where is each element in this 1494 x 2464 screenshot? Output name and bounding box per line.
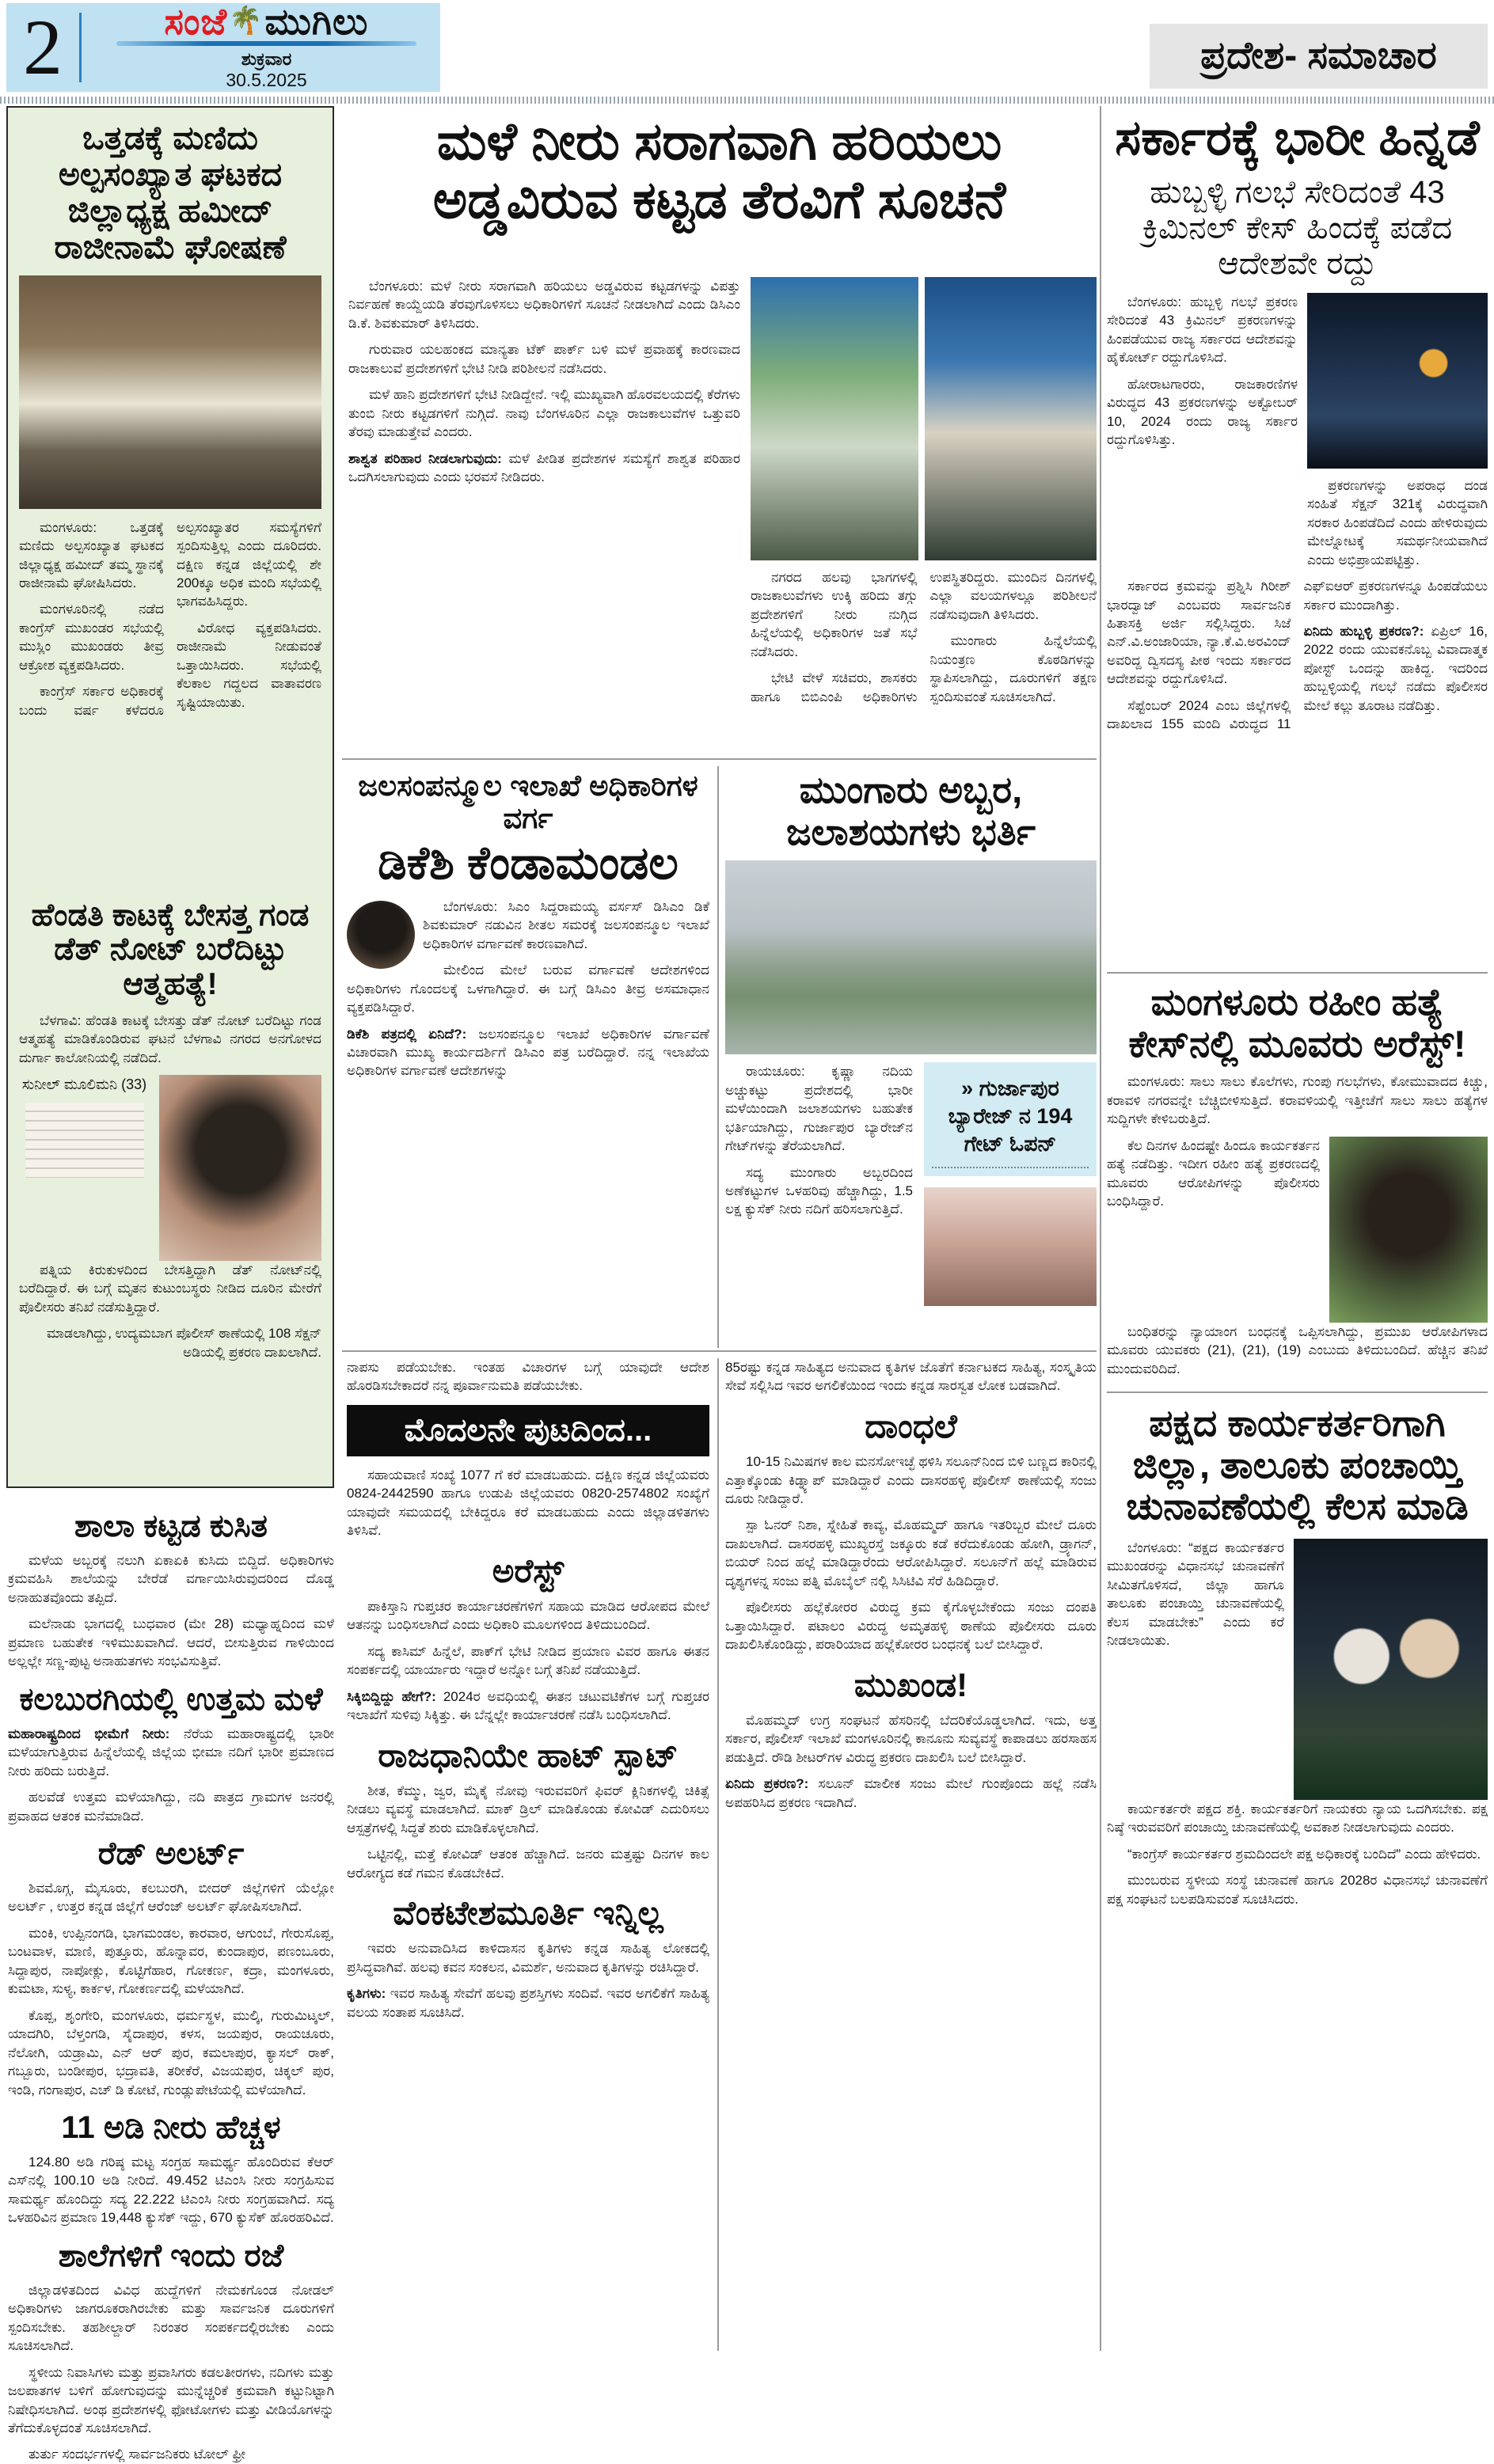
rule-under-mid: [342, 1350, 1097, 1352]
paragraph: ಬೆಳಗಾವಿ: ಹೆಂಡತಿ ಕಾಟಕ್ಕೆ ಬೇಸತ್ತು ಡೆತ್ ನೋಟ್ ಬರೆದಿಟ್ಟು ಗಂಡ ಆತ್ಮಹತ್ಯೆ ಮಾಡಿಕೊಂಡಿರುವ ಘಟನೆ ಬೆಳಗಾವಿ ನಗರದ ಅನಗೋಳದ ದುರ್ಗಾ ಕಾಲೋನಿಯಲ್ಲಿ ನಡೆದಿದೆ.: [19, 1012, 321, 1065]
continued-banner: ಮೊದಲನೇ ಪುಟದಿಂದ...: [347, 1405, 709, 1456]
masthead-block: [93, 3, 440, 92]
paragraph: 124.80 ಅಡಿ ಗರಿಷ್ಠ ಮಟ್ಟ ಸಂಗ್ರಹ ಸಾಮರ್ಥ್ಯ ಹೊಂದಿರುವ ಕೆಆರ್ ಎಸ್‌ನಲ್ಲಿ 100.10 ಅಡಿ ನೀರಿದೆ. 49.452 ಟಿಎಂಸಿ ನೀರು ಸಂಗ್ರಹಿಸುವ ಸಾಮರ್ಥ್ಯ ಹೊಂದಿದ್ದು ಸದ್ಯ 22.222 ಟಿಎಂಸಿ ನೀರು ಸಂಗ್ರಹವಾಗಿದೆ. ಸದ್ಯ ಒಳಹರಿವಿನ ಪ್ರಮಾಣ 19,448 ಕ್ಯುಸೆಕ್ ಇದ್ದು, 670 ಕ್ಯುಸೆಕ್ ಹೊರಹರಿವಿದೆ.: [8, 2154, 334, 2226]
paragraph: ಶಿವಮೊಗ್ಗ, ಮೈಸೂರು, ಕಲಬುರಗಿ, ಬೀದರ್ ಜಿಲ್ಲೆಗಳಿಗೆ ಯೆಲ್ಲೋ ಅಲರ್ಟ್ , ಉತ್ತರ ಕನ್ನಡ ಜಿಲ್ಲೆಗೆ ಆರೆಂಜ್ ಅಲರ್ಟ್ ಘೋಷಿಸಲಾಗಿದೆ.: [8, 1880, 334, 1915]
paragraph: ಕೊಪ್ಪ, ಶೃಂಗೇರಿ, ಮಂಗಳೂರು, ಧರ್ಮಸ್ಥಳ, ಮುಲ್ಕಿ, ಗುರುಮಿಟ್ಕಲ್, ಯಾದಗಿರಿ, ಬೆಳ್ತಂಗಡಿ, ಸೈದಾಪುರ, ಕಳಸ, ಜಯಪುರ, ರಾಯಚೂರು, ನೆಲೋಗಿ, ಯಡ್ರಾಮಿ, ಎನ್ ಆರ್ ಪುರ, ಕಮಲಾಪುರ, ಕ್ಯಾಸಲ್ ರಾಕ್, ಗಬ್ಬೂರು, ಬಂಡೀಪುರ, ಭದ್ರಾವತಿ, ತರೀಕೆರೆ, ವಿಜಯಪುರ, ಚಿಕ್ಕಲ್ ಪುರ, ಇಂಡಿ, ಗಂಗಾಪುರ, ಎಚ್ ಡಿ ಕೋಟೆ, ಗುಂಡ್ಲುಪೇಟೆಯಲ್ಲಿ ಮಳೆಯಾಗಿದೆ.: [8, 2007, 334, 2098]
crowd-meeting-photo: [19, 275, 321, 509]
paragraph: ಮೇಲಿಂದ ಮೇಲೆ ಬರುವ ವರ್ಗಾವಣೆ ಆದೇಶಗಳಿಂದ ಅಧಿಕಾರಿಗಳು ಗೊಂದಲಕ್ಕೆ ಒಳಗಾಗಿದ್ದಾರೆ. ಈ ಬಗ್ಗೆ ಡಿಸಿಎಂ ತೀವ್ರ ಅಸಮಾಧಾನ ವ್ಯಕ್ತಪಡಿಸಿದ್ದಾರೆ.: [347, 962, 709, 1016]
paragraph: ಕೆಲ ದಿನಗಳ ಹಿಂದಷ್ಟೇ ಹಿಂದೂ ಕಾರ್ಯಕರ್ತನ ಹತ್ಯೆ ನಡೆದಿತ್ತು. ಇದೀಗ ರಹೀಂ ಹತ್ಯೆ ಪ್ರಕರಣದಲ್ಲಿ ಮೂವರು ಆರೋಪಿಗಳನ್ನು ಪೊಲೀಸರು ಬಂಧಿಸಿದ್ದಾರೆ.: [1107, 1137, 1320, 1209]
lead-label: ಶಾಶ್ವತ ಪರಿಹಾರ ನೀಡಲಾಗುವುದು:: [348, 450, 502, 466]
lead-paragraph: [8, 1725, 334, 1780]
lead-text: ಸಲೂನ್ ಮಾಲೀಕ ಸಂಜು ಮೇಲೆ ಗುಂಪೊಂದು ಹಲ್ಲೆ ನಡೆಸಿ ಅಪಹರಿಸಿದ ಪ್ರಕರಣ ಇದಾಗಿದೆ.: [725, 1776, 1097, 1810]
paragraph: ಮಂಕಿ, ಉಪ್ಪಿನಂಗಡಿ, ಭಾಗಮಂಡಲ, ಕಾರವಾರ, ಆಗುಂಬೆ, ಗೇರುಸೊಪ್ಪ, ಬಂಟವಾಳ, ಮಾಣಿ, ಪುತ್ತೂರು, ಹೊನ್ನಾವರ, ಕುಂದಾಪುರ, ಪಣಂಬೂರು, ಸಿದ್ದಾಪುರ, ನಾಪೋಕ್ಲು, ಕೊಟ್ಟಿಗೆಹಾರ, ಗೋಕರ್ಣ, ಕದ್ರಾ, ಮಂಗಳೂರು, ಕುಮಟಾ, ಸುಳ್ಯ, ಕಾರ್ಕಳ, ಗೋಕರ್ಣದಲ್ಲಿ ಮಳೆಯಾಗಿದೆ.: [8, 1925, 334, 1997]
lead-paragraph: [1304, 622, 1488, 715]
dkshi-headline: ಡಿಕೆಶಿ ಕೆಂಡಾಮಂಡಲ: [378, 837, 679, 889]
victim-name: ಸುನೀಲ್ ಮೂಲಿಮನಿ (33): [21, 1076, 147, 1092]
paragraph: ಜಿಲ್ಲಾಡಳಿತದಿಂದ ವಿವಿಧ ಹುದ್ದೆಗಳಿಗೆ ನೇಮಕಗೊಂಡ ನೋಡಲ್ ಅಧಿಕಾರಿಗಳು ಜಾಗರೂಕರಾಗಿರಬೇಕು ಮತ್ತು ಸಾರ್ವಜನಿಕ ದೂರುಗಳಿಗೆ ಸ್ಪಂದಿಸಬೇಕು. ತಹಶೀಲ್ದಾರ್ ನಿರಂತರ ಸಂಪರ್ಕದಲ್ಲಿರಬೇಕು ಎಂದು ಸೂಚಿಸಲಾಗಿದೆ.: [8, 2282, 334, 2354]
gate-open-callout: » ಗುರ್ಜಾಪುರ ಬ್ಯಾರೇಜ್ ನ 194 ಗೇಟ್ ಓಪನ್: [924, 1062, 1097, 1175]
paragraph: ಬೆಂಗಳೂರು: ಹುಬ್ಬಳ್ಳಿ ಗಲಭೆ ಪ್ರಕರಣ ಸೇರಿದಂತೆ 43 ಕ್ರಿಮಿನಲ್ ಪ್ರಕರಣಗಳನ್ನು ಹಿಂಪಡೆಯುವ ರಾಜ್ಯ ಸರ್ಕಾರದ ಆದೇಶವನ್ನು ಹೈಕೋರ್ಟ್ ರದ್ದುಗೊಳಿಸಿದೆ.: [1107, 294, 1298, 366]
resignation-article: [6, 106, 334, 1488]
paragraph: ಕಾಂಗ್ರೆಸ್ ಸರ್ಕಾರ ಅಧಿಕಾರಕ್ಕೆ ಬಂದು ವರ್ಷ ಕಳೆದರೂ ಅಲ್ಪಸಂಖ್ಯಾತರ ಸಮಸ್ಯೆಗಳಿಗೆ ಸ್ಪಂದಿಸುತ್ತಿಲ್ಲ ಎಂದು ದೂರಿದರು. ದಕ್ಷಿಣ ಕನ್ನಡ ಜಿಲ್ಲೆಯಲ್ಲಿ ಶೇ 200ಕ್ಕೂ ಅಧಿಕ ಮಂದಿ ಸಭೆಯಲ್ಲಿ ಭಾಗವಹಿಸಿದ್ದರು.: [19, 519, 321, 718]
death-note-photo: [25, 1103, 144, 1178]
lead-paragraph: [725, 1775, 1097, 1812]
monsoon-side-col: [924, 1062, 1097, 1305]
paragraph: ಮುಂಗಾರು ಹಿನ್ನೆಲೆಯಲ್ಲಿ ನಿಯಂತ್ರಣ ಕೊಠಡಿಗಳನ್ನು ಸ್ಥಾಪಿಸಲಾಗಿದ್ದು, ದೂರುಗಳಿಗೆ ತಕ್ಷಣ ಸ್ಪಂದಿಸುವಂತೆ ಸೂಚಿಸಲಾಗಿದೆ.: [929, 633, 1097, 704]
suicide-victim-portrait: [159, 1075, 321, 1261]
paragraph: ಪ್ರಕರಣಗಳನ್ನು ಅಪರಾಧ ದಂಡ ಸಂಹಿತೆ ಸೆಕ್ಷನ್ 321ಕ್ಕೆ ವಿರುದ್ಧವಾಗಿ ಸರಕಾರ ಹಿಂಪಡೆದಿದೆ ಎಂದು ಹೇಳಿರುವುದು ಮೇಲ್ನೋಟಕ್ಕೆ ಸಮರ್ಥನೀಯವಾಗಿದೆ ಎಂದು ಅಭಿಪ್ರಾಯಪಟ್ಟಿತ್ತು.: [1307, 477, 1488, 568]
lead-label: ಸಿಕ್ಕಿಬಿದ್ದಿದ್ದು ಹೇಗೆ?:: [347, 1688, 436, 1704]
briefs-column: [8, 1498, 334, 2462]
venkatesh-headline: ವೆಂಕಟೇಶಮೂರ್ತಿ ಇನ್ನಿಲ್ಲ: [393, 1894, 663, 1932]
paragraph: “ಕಾಂಗ್ರೆಸ್ ಕಾರ್ಯಕರ್ತರ ಶ್ರಮದಿಂದಲೇ ಪಕ್ಷ ಅಧಿಕಾರಕ್ಕೆ ಬಂದಿದೆ” ಎಂದು ಹೇಳಿದರು.: [1127, 1846, 1481, 1862]
paragraph: ಹೋರಾಟಗಾರರು, ರಾಜಕಾರಣಿಗಳ ವಿರುದ್ಧದ 43 ಪ್ರಕರಣಗಳನ್ನು ಅಕ್ಟೋಬರ್ 10, 2024 ರಂದು ರಾಜ್ಯ ಸರ್ಕಾರ ರದ್ದುಗೊಳಿಸಿತ್ತು.: [1107, 376, 1298, 447]
dkshi-closing: ನಾಪಸು ಪಡೆಯಬೇಕು. ಇಂತಹ ವಿಚಾರಗಳ ಬಗ್ಗೆ ಯಾವುದೇ ಆದೇಶ ಹೊರಡಿಸಬೇಕಾದರೆ ನನ್ನ ಪೂರ್ವಾನುಮತಿ ಪಡೆಯಬೇಕು.: [347, 1360, 709, 1394]
party-body-row: [1107, 1539, 1488, 1800]
lead-text: ಮಳೆ ಪೀಡಿತ ಪ್ರದೇಶಗಳ ಸಮಸ್ಯೆಗೆ ಶಾಶ್ವತ ಪರಿಹಾರ ಒದಗಿಸಲಾಗುವುದು ಎಂದು ಭರವಸೆ ನೀಡಿದರು.: [348, 450, 740, 485]
lead-text: ನೆರೆಯ ಮಹಾರಾಷ್ಟ್ರದಲ್ಲಿ ಭಾರೀ ಮಳೆಯಾಗುತ್ತಿರುವ ಹಿನ್ನೆಲೆಯಲ್ಲಿ ಜಿಲ್ಲೆಯ ಭೀಮಾ ನದಿಗೆ ಭಾರೀ ಪ್ರಮಾಣದ ನೀರು ಹರಿದು ಬರುತ್ತಿದೆ.: [8, 1726, 334, 1779]
water-rise-headline: 11 ಅಡಿ ನೀರು ಹೆಚ್ಚಳ: [61, 2109, 281, 2145]
paragraph: ಒಟ್ಟಿನಲ್ಲಿ, ಮತ್ತೆ ಕೋವಿಡ್ ಆತಂಕ ಹೆಚ್ಚಾಗಿದೆ. ಜನರು ಮತ್ತಷ್ಟು ದಿನಗಳ ಕಾಲ ಆರೋಗ್ಯದ ಕಡೆ ಗಮನ ಕೊಡಬೇಕಿದೆ.: [347, 1847, 709, 1881]
lead-label: ಏನಿದು ಪ್ರಕರಣ?:: [725, 1776, 809, 1792]
paragraph: ಬೆಂಗಳೂರು: “ಪಕ್ಷದ ಕಾರ್ಯಕರ್ತರ ಮುಖಂಡರನ್ನು ವಿಧಾನಸಭೆ ಚುನಾವಣೆಗೆ ಸೀಮಿತಗೊಳಿಸದೆ, ಜಿಲ್ಲಾ ಹಾಗೂ ತಾಲೂಕು ಪಂಚಾಯ್ತಿ ಚುನಾವಣೆಯಲ್ಲಿ ಕೆಲಸ ಮಾಡಬೇಕು” ಎಂದು ಕರೆ ನೀಡಲಾಯಿತು.: [1107, 1540, 1284, 1649]
paragraph: ಭೇಟಿ ವೇಳೆ ಸಚಿವರು, ಶಾಸಕರು ಹಾಗೂ ಬಿಬಿಎಂಪಿ ಅಧಿಕಾರಿಗಳು ಉಪಸ್ಥಿತರಿದ್ದರು. ಮುಂದಿನ ದಿನಗಳಲ್ಲಿ ಎಲ್ಲಾ ವಲಯಗಳಲ್ಲೂ ಪರಿಶೀಲನೆ ನಡೆಸುವುದಾಗಿ ತಿಳಿಸಿದರು.: [751, 570, 1097, 704]
masthead-day: ಶುಕ್ರವಾರ: [241, 49, 292, 69]
hotspot-headline: ರಾಜಧಾನಿಯೇ ಹಾಟ್ ಸ್ಪಾಟ್: [378, 1736, 679, 1774]
paragraph: ಪತ್ನಿಯ ಕಿರುಕುಳದಿಂದ ಬೇಸತ್ತಿದ್ದಾಗಿ ಡೆತ್ ನೋಟ್‌ನಲ್ಲಿ ಬರೆದಿದ್ದಾರೆ. ಈ ಬಗ್ಗೆ ಮೃತನ ಕುಟುಂಬಸ್ಥರು ನೀಡಿದ ದೂರಿನ ಮೇರೆಗೆ ಪೊಲೀಸರು ತನಿಖೆ ನಡೆಸುತ್ತಿದ್ದಾರೆ.: [19, 1262, 321, 1315]
paragraph: ಮಲೆನಾಡು ಭಾಗದಲ್ಲಿ ಬುಧವಾರ (ಮೇ 28) ಮಧ್ಯಾಹ್ನದಿಂದ ಮಳೆ ಪ್ರಮಾಣ ಬಹುತೇಕ ಇಳಿಮುಖವಾಗಿದೆ. ಆದರೆ, ಬೀಸುತ್ತಿರುವ ಗಾಳಿಯಿಂದ ಅಲ್ಲಲ್ಲೇ ಸಣ್ಣ-ಪುಟ್ಟ ಅನಾಹುತಗಳು ಸಂಭವಿಸುತ್ತಿವೆ.: [8, 1616, 334, 1669]
resignation-headline: ಒತ್ತಡಕ್ಕೆ ಮಣಿದು ಅಲ್ಪಸಂಖ್ಯಾತ ಘಟಕದ ಜಿಲ್ಲಾಧ್ಯಕ್ಷ ಹಮೀದ್ ರಾಜೀನಾಮೆ ಘೋಷಣೆ: [54, 120, 287, 265]
paragraph: ಮಳೆಯ ಅಬ್ಬರಕ್ಕೆ ನಲುಗಿ ಏಕಾಏಕಿ ಕುಸಿದು ಬಿದ್ದಿದೆ. ಅಧಿಕಾರಿಗಳು ಕ್ರಮವಹಿಸಿ ಶಾಲೆಯನ್ನು ಬೇರೆಡೆ ವರ್ಗಾಯಿಸಿರುವುದರಿಂದ ದೊಡ್ಡ ಅನಾಹುತವೊಂದು ತಪ್ಪಿದೆ.: [8, 1553, 334, 1605]
masthead-title-black: ಮುಗಿಲು: [264, 1, 369, 42]
paragraph: ಮಂಗಳೂರು: ಒತ್ತಡಕ್ಕೆ ಮಣಿದು ಅಲ್ಪಸಂಖ್ಯಾತ ಘಟಕದ ಜಿಲ್ಲಾಧ್ಯಕ್ಷ ಹಮೀದ್ ತಮ್ಮ ಸ್ಥಾನಕ್ಕೆ ರಾಜೀನಾಮೆ ಘೋಷಿಸಿದರು.: [19, 519, 164, 590]
palm-tree-sun-icon: 🌴: [229, 6, 264, 36]
lead-paragraph: [348, 450, 740, 487]
paragraph: ಪೊಲೀಸರು ಹಲ್ಲೆಕೋರರ ವಿರುದ್ಧ ಕ್ರಮ ಕೈಗೊಳ್ಳಬೇಕೆಂದು ಸಂಜು ದಂಪತಿ ಒತ್ತಾಯಿಸಿದ್ದಾರೆ. ಪಟಾಲಂ ವಿರುದ್ಧ ಅಮೃತಹಳ್ಳಿ ಠಾಣೆಯ ಪೊಲೀಸರು ದೂರು ದಾಖಲಿಸಿಕೊಂಡಿದ್ದು, ಪರಾರಿಯಾದ ಹಲ್ಲೆಕೋರರ ಬಂಧನಕ್ಕೆ ಬಲೆ ಬೀಸಿದ್ದಾರೆ.: [725, 1600, 1097, 1653]
paragraph: ಸಹಾಯವಾಣಿ ಸಂಖ್ಯೆ 1077 ಗೆ ಕರೆ ಮಾಡಬಹುದು. ದಕ್ಷಿಣ ಕನ್ನಡ ಜಿಲ್ಲೆಯವರು 0824-2442590 ಹಾಗೂ ಉಡುಪಿ ಜಿಲ್ಲೆಯವರು 0820-2574802 ಸಂಖ್ಯೆಗೆ ಯಾವುದೇ ಸಮಯದಲ್ಲಿ ಬೇಕಿದ್ದರೂ ಕರೆ ಮಾಡಬಹುದು ಎಂದು ಜಿಲ್ಲಾಡಳಿತಗಳು ತಿಳಿಸಿವೆ.: [347, 1467, 709, 1539]
arrest-headline: ಅರೆಸ್ಟ್: [492, 1551, 565, 1589]
lead-text: ಏಪ್ರಿಲ್ 16, 2022 ರಂದು ಯುವಕನೊಬ್ಬ ವಿವಾದಾತ್ಮಕ ಪೋಸ್ಟ್ ಒಂದನ್ನು ಹಾಕಿದ್ದ. ಇದರಿಂದ ಹುಬ್ಬಳ್ಳಿಯಲ್ಲಿ ಗಲಭೆ ನಡೆದು ಪೊಲೀಸರ ಮೇಲೆ ಕಲ್ಲು ತೂರಾಟ ನಡೆದಿತ್ತು.: [1303, 624, 1488, 713]
column-rule-mid-lower: [717, 1358, 719, 2351]
suicide-headline: ಹೆಂಡತಿ ಕಾಟಕ್ಕೆ ಬೇಸತ್ತ ಗಂಡ ಡೆತ್ ನೋಟ್ ಬರೆದಿಟ್ಟು ಆತ್ಮಹತ್ಯೆ!: [31, 898, 310, 1001]
suicide-left: [19, 1075, 150, 1183]
govt-headline: ಸರ್ಕಾರಕ್ಕೆ ಭಾರೀ ಹಿನ್ನಡೆ: [1115, 111, 1480, 165]
lead-text: ಜಲಸಂಪನ್ಮೂಲ ಇಲಾಖೆ ಅಧಿಕಾರಿಗಳ ವರ್ಗಾವಣೆ ವಿಚಾರವಾಗಿ ಮುಖ್ಯ ಕಾರ್ಯದರ್ಶಿಗೆ ಡಿಸಿಎಂ ಪತ್ರ ಬರೆದಿದ್ದಾರೆ. ನನ್ನ ಇಲಾಖೆಯ ಅಧಿಕಾರಿಗಳ ವರ್ಗಾವಣೆ ಆದೇಶಗಳನ್ನು: [347, 1026, 710, 1079]
rahim-headline: ಮಂಗಳೂರು ರಹೀಂ ಹತ್ಯೆ ಕೇಸ್‌ನಲ್ಲಿ ಮೂವರು ಅರೆಸ್ಟ್!: [1128, 981, 1466, 1065]
paragraph: ರಾಯಚೂರು: ಕೃಷ್ಣಾ ನದಿಯ ಅಚ್ಚುಕಟ್ಟು ಪ್ರದೇಶದಲ್ಲಿ ಭಾರೀ ಮಳೆಯಿಂದಾಗಿ ಜಲಾಶಯಗಳು ಬಹುತೇಕ ಭರ್ತಿಯಾಗಿದ್ದು, ಗುರ್ಜಾಪುರ ಬ್ಯಾರೇಜ್‌ನ ಗೇಟ್‌ಗಳನ್ನು ತೆರೆಯಲಾಗಿದೆ.: [725, 1064, 913, 1154]
dkshi-face-inset: [347, 901, 415, 969]
masthead: [6, 3, 440, 92]
monsoon-text-col: [725, 1062, 913, 1305]
header-rule: [0, 97, 1494, 104]
column-rule-mid-upper: [717, 766, 719, 1348]
lead-label: ಮಹಾರಾಷ್ಟ್ರದಿಂದ ಭೀಮೆಗೆ ನೀರು:: [8, 1726, 170, 1741]
paragraph: ಗುರುವಾರ ಯಲಹಂಕದ ಮಾನ್ಯತಾ ಟೆಕ್ ಪಾರ್ಕ್ ಬಳಿ ಮಳೆ ಪ್ರವಾಹಕ್ಕೆ ಕಾರಣವಾದ ರಾಜಕಾಲುವೆ ಪ್ರದೇಶಗಳಿಗೆ ಭೇಟಿ ನೀಡಿ ಪರಿಶೀಲನೆ ನಡೆಸಿದರು.: [348, 342, 740, 376]
reservoir-flood-photo: [725, 860, 1097, 1054]
party-headline: ಪಕ್ಷದ ಕಾರ್ಯಕರ್ತರಿಗಾಗಿ ಜಿಲ್ಲಾ, ತಾಲೂಕು ಪಂಚಾಯ್ತಿ ಚುನಾವಣೆಯಲ್ಲಿ ಕೆಲಸ ಮಾಡಿ: [1126, 1402, 1469, 1528]
paragraph: ಸದ್ಯ ಮುಂಗಾರು ಅಬ್ಬರದಿಂದ ಅಣೆಕಟ್ಟುಗಳ ಒಳಹರಿವು ಹೆಚ್ಚಾಗಿದ್ದು, 1.5 ಲಕ್ಷ ಕ್ಯುಸೆಕ್ ನೀರು ನದಿಗೆ ಹರಿಸಲಾಗುತ್ತಿದೆ.: [725, 1164, 913, 1217]
party-article: [1107, 1403, 1488, 2348]
paragraph: ನಗರದ ಹಲವು ಭಾಗಗಳಲ್ಲಿ ರಾಜಕಾಲುವೆಗಳು ಉಕ್ಕಿ ಹರಿದು ತಗ್ಗು ಪ್ರದೇಶಗಳಿಗೆ ನೀರು ನುಗ್ಗಿದ ಹಿನ್ನೆಲೆಯಲ್ಲಿ ಅಧಿಕಾರಿಗಳ ಜತೆ ಸಭೆ ನಡೆಸಿದರು.: [751, 570, 918, 659]
rule-under-rahim: [1107, 1391, 1488, 1393]
monsoon-article: [725, 769, 1097, 1347]
govt-body-row: [1107, 293, 1488, 577]
dkshi-article: [347, 769, 709, 1347]
dcm-site-inspection-photo-1: [751, 277, 918, 560]
paragraph: ಬೆಂಗಳೂರು: ಸಿಎಂ ಸಿದ್ದರಾಮಯ್ಯ ವರ್ಸಸ್ ಡಿಸಿಎಂ ಡಿಕೆ ಶಿವಕುಮಾರ್ ನಡುವಿನ ಶೀತಲ ಸಮರಕ್ಕೆ ಜಲಸಂಪನ್ಮೂಲ ಇಲಾಖೆ ಅಧಿಕಾರಿಗಳ ವರ್ಗಾವಣೆ ಕಾರಣವಾಗಿದೆ.: [423, 898, 709, 951]
monsoon-body-row: [725, 1062, 1097, 1305]
lead-paragraph: [347, 1984, 709, 2022]
paragraph: ಮೊಹಮ್ಮದ್ ಉಗ್ರ ಸಂಘಟನೆ ಹೆಸರಿನಲ್ಲಿ ಬೆದರಿಕೆಯೊಡ್ಡಲಾಗಿದೆ. ಇದು, ಅತ್ತ ಸರ್ಕಾರ, ಪೊಲೀಸ್ ಇಲಾಖೆ ಮಂಗಳೂರಿನಲ್ಲಿ ಕಾನೂನು ಸುವ್ಯವಸ್ಥೆ ಕಾಪಾಡಲು ಹರಸಾಹಸ ಪಡುತ್ತಿದೆ. ರೌಡಿ ಶೀಟರ್‌ಗಳ ವಿರುದ್ಧ ಪ್ರಕರಣ ದಾಖಲಿಸಿ ಬಲೆ ಬೀಸಿದ್ದಾರೆ.: [725, 1712, 1097, 1765]
paragraph: ಸದ್ಯ ಕಾಸಿಮ್ ಹಿನ್ನೆಲೆ, ಪಾಕ್‌ಗೆ ಭೇಟಿ ನೀಡಿದ ಪ್ರಯಾಣ ವಿವರ ಹಾಗೂ ಈತನ ಸಂಪರ್ಕದಲ್ಲಿ ಯಾರ್ಯಾರು ಇದ್ದಾರೆ ಅನ್ನೋ ಬಗ್ಗೆ ತನಿಖೆ ನಡೆಯುತ್ತಿದೆ.: [347, 1643, 709, 1678]
govt-article: [1107, 111, 1488, 967]
rule-under-main: [342, 758, 1097, 760]
resignation-body: [19, 518, 321, 890]
tail-paragraph: 85ರಷ್ಟು ಕನ್ನಡ ಸಾಹಿತ್ಯದ ಅನುವಾದ ಕೃತಿಗಳ ಜೊತೆಗೆ ಕರ್ನಾಟಕದ ಸಾಹಿತ್ಯ, ಸಂಸ್ಕೃತಿಯ ಸೇವೆ ಸಲ್ಲಿಸಿದ ಇವರ ಅಗಲಿಕೆಯಿಂದ ಇಂದು ಕನ್ನಡ ಸಾರಸ್ವತ ಲೋಕ ಬಡವಾಗಿದೆ.: [725, 1360, 1097, 1394]
lead-paragraph: [347, 1688, 709, 1725]
main-article-col1: [348, 277, 740, 752]
column-rule-right: [1100, 106, 1101, 2351]
page-number: 2: [23, 3, 63, 91]
paragraph: ಮಳೆ ಹಾನಿ ಪ್ರದೇಶಗಳಿಗೆ ಭೇಟಿ ನೀಡಿದ್ದೇನೆ. ಇಲ್ಲಿ ಮುಖ್ಯವಾಗಿ ಹೊರವಲಯದಲ್ಲಿ ಕೆರೆಗಳು ತುಂಬಿ ನೀರು ಕಟ್ಟಡಗಳಿಗೆ ನುಗ್ಗಿದೆ. ನಾವು ಬೆಂಗಳೂರಿನ ಎಲ್ಲಾ ರಾಜಕಾಲುವೆಗಳ ಒತ್ತುವರಿ ತೆರವು ಮಾಡುತ್ತೇವೆ ಎಂದರು.: [348, 387, 740, 440]
paragraph: ಬೆಂಗಳೂರು: ಮಳೆ ನೀರು ಸರಾಗವಾಗಿ ಹರಿಯಲು ಅಡ್ಡವಿರುವ ಕಟ್ಟಡಗಳನ್ನು ವಿಪತ್ತು ನಿರ್ವಹಣೆ ಕಾಯ್ದೆಯಡಿ ತೆರವುಗೊಳಿಸಲು ಅಧಿಕಾರಿಗಳಿಗೆ ಸೂಚನೆ ನೀಡಲಾಗಿದೆ ಎಂದು ಡಿಸಿಎಂ ಡಿ.ಕೆ. ಶಿವಕುಮಾರ್ ತಿಳಿಸಿದರು.: [348, 279, 740, 331]
monsoon-headline: ಮುಂಗಾರು ಅಬ್ಬರ, ಜಲಾಶಯಗಳು ಭರ್ತಿ: [785, 769, 1036, 852]
main-headline: ಮಳೆ ನೀರು ಸರಾಗವಾಗಿ ಹರಿಯಲು ಅಡ್ಡವಿರುವ ಕಟ್ಟಡ ತೆರವಿಗೆ ಸೂಚನೆ: [432, 112, 1006, 229]
kalaburagi-rain-headline: ಕಲಬುರಗಿಯಲ್ಲಿ ಉತ್ತಮ ಮಳೆ: [19, 1681, 323, 1717]
paragraph: ಸ್ಥಳೀಯ ನಿವಾಸಿಗಳು ಮತ್ತು ಪ್ರವಾಸಿಗರು ಕಡಲತೀರಗಳು, ನದಿಗಳು ಮತ್ತು ಜಲಪಾತಗಳ ಬಳಿಗೆ ಹೋಗುವುದನ್ನು ಮುನ್ನೆಚ್ಚರಿಕೆ ಕ್ರಮವಾಗಿ ಕಟ್ಟುನಿಟ್ಟಾಗಿ ನಿಷೇಧಿಸಲಾಗಿದೆ. ಅಂಥ ಪ್ರದೇಶಗಳಲ್ಲಿ ಫೋಟೋಗಳು ಮತ್ತು ವೀಡಿಯೊಗಳನ್ನು ತೆಗೆದುಕೊಳ್ಳದಂತೆ ಸೂಚಿಸಲಾಗಿದೆ.: [8, 2364, 334, 2436]
paragraph: ಸೆಪ್ಟೆಂಬರ್ 2024 ಎಂಬ ಜಿಲ್ಲೆಗಳಲ್ಲಿ ದಾಖಲಾದ 155 ಮಂದಿ ವಿರುದ್ಧದ 11 ಎಫ್‌ಐಆರ್ ಪ್ರಕರಣಗಳನ್ನೂ ಹಿಂಪಡೆಯಲು ಸರ್ಕಾರ ಮುಂದಾಗಿತ್ತು.: [1107, 579, 1488, 732]
dkshi-kicker: ಜಲಸಂಪನ್ಮೂಲ ಇಲಾಖೆ ಅಧಿಕಾರಿಗಳ ವರ್ಗ: [358, 769, 698, 835]
govt-text-col: [1107, 293, 1298, 577]
masthead-date: 30.5.2025: [226, 70, 307, 91]
closing-paragraph: ಮಾಡಲಾಗಿದ್ದು, ಉದ್ಯಮಬಾಗ ಪೊಲೀಸ್ ಠಾಣೆಯಲ್ಲಿ 108 ಸೆಕ್ಷನ್ ಅಡಿಯಲ್ಲಿ ಪ್ರಕರಣ ದಾಖಲಾಗಿದೆ.: [46, 1326, 321, 1360]
continued-column: [347, 1358, 709, 2348]
school-collapse-headline: ಶಾಲಾ ಕಟ್ಟಡ ಕುಸಿತ: [74, 1509, 268, 1543]
hubballi-night-street-photo: [1307, 293, 1488, 469]
paragraph: ಮುಂಬರುವ ಸ್ಥಳೀಯ ಸಂಸ್ಥೆ ಚುನಾವಣೆ ಹಾಗೂ 2028ರ ವಿಧಾನಸಭೆ ಚುನಾವಣೆಗೆ ಪಕ್ಷ ಸಂಘಟನೆ ಬಲಪಡಿಸುವಂತೆ ಸೂಚಿಸಿದರು.: [1107, 1873, 1488, 1907]
dandhale-headline: ದಾಂಧಲೆ: [865, 1407, 957, 1445]
party-leaders-garland-photo: [1294, 1539, 1488, 1800]
paragraph: ಮಂಗಳೂರಿನಲ್ಲಿ ನಡೆದ ಕಾಂಗ್ರೆಸ್ ಮುಖಂಡರ ಸಭೆಯಲ್ಲಿ ಮುಸ್ಲಿಂ ಮುಖಂಡರು ತೀವ್ರ ಆಕ್ರೋಶ ವ್ಯಕ್ತಪಡಿಸಿದರು.: [19, 602, 164, 673]
lead-paragraph: [347, 1025, 709, 1080]
paragraph: ವಿರೋಧ ವ್ಯಕ್ತಪಡಿಸಿದರು. ರಾಜೀನಾಮೆ ನೀಡುವಂತೆ ಒತ್ತಾಯಿಸಿದರು. ಸಭೆಯಲ್ಲಿ ಕೆಲಕಾಲ ಗದ್ದಲದ ವಾತಾವರಣ ಸೃಷ್ಟಿಯಾಯಿತು.: [177, 620, 321, 710]
masthead-title-red: ಸಂಜೆ: [164, 1, 228, 42]
masthead-title: [93, 3, 440, 40]
govt-photo-col: [1307, 293, 1488, 577]
govt-subhead: ಹುಬ್ಬಳ್ಳಿ ಗಲಭೆ ಸೇರಿದಂತೆ 43 ಕ್ರಿಮಿನಲ್ ಕೇಸ್ ಹಿಂದಕ್ಕೆ ಪಡೆದ ಆದೇಶವೇ ರದ್ದು: [1142, 175, 1453, 282]
paragraph: ಬಂಧಿತರನ್ನು ನ್ಯಾಯಾಂಗ ಬಂಧನಕ್ಕೆ ಒಪ್ಪಿಸಲಾಗಿದ್ದು, ಪ್ರಮುಖ ಆರೋಪಿಗಳಾದ ಮೂವರು ಯುವಕರು (21), (21), (19) ಎಂಬುದು ತಿಳಿದುಬಂದಿದೆ. ಹೆಚ್ಚಿನ ತನಿಖೆ ಮುಂದುವರಿದಿದೆ.: [1107, 1323, 1488, 1376]
monsoon-inset-photo: [924, 1187, 1097, 1306]
rahim-text-col: [1107, 1137, 1320, 1323]
col3-column: [725, 1358, 1097, 2348]
paragraph: ತುರ್ತು ಸಂದರ್ಭಗಳಲ್ಲಿ ಸಾರ್ವಜನಿಕರು ಟೋಲ್ ಫ್ರೀ: [29, 2447, 246, 2462]
party-text-col: [1107, 1539, 1284, 1800]
paragraph: ಕಾರ್ಯಕರ್ತರೇ ಪಕ್ಷದ ಶಕ್ತಿ. ಕಾರ್ಯಕರ್ತರಿಗೆ ನಾಯಕರು ನ್ಯಾಯ ಒದಗಿಸಬೇಕು. ಪಕ್ಷ ನಿಷ್ಠೆ ಇರುವವರಿಗೆ ಪಂಚಾಯ್ತಿ ಚುನಾವಣೆಯಲ್ಲಿ ಅವಕಾಶ ನೀಡಲಾಗುವುದು ಎಂದರು.: [1107, 1801, 1488, 1836]
paragraph: ಮಂಗಳೂರು: ಸಾಲು ಸಾಲು ಕೊಲೆಗಳು, ಗುಂಪು ಗಲಭೆಗಳು, ಕೋಮುವಾದದ ಕಿಚ್ಚು, ಕರಾವಳಿ ನಗರವನ್ನೇ ಬೆಚ್ಚಿಬೀಳಿಸುತ್ತಿದೆ. ಕರಾವಳಿಯಲ್ಲಿ ಇತ್ತೀಚೆಗೆ ಸಾಲು ಸಾಲು ಹತ್ಯೆಗಳ ಸುದ್ದಿಗಳೇ ಕೇಳಿಬರುತ್ತಿದೆ.: [1107, 1074, 1488, 1127]
lead-label: ಡಿಕೆಶಿ ಪತ್ರದಲ್ಲಿ ಏನಿದೆ?:: [347, 1026, 467, 1042]
lead-label: ಕೃತಿಗಳು:: [347, 1986, 386, 2002]
rahim-body-row: [1107, 1137, 1488, 1323]
lead-text: ಇವರ ಸಾಹಿತ್ಯ ಸೇವೆಗೆ ಹಲವು ಪ್ರಶಸ್ತಿಗಳು ಸಂದಿವೆ. ಇವರ ಅಗಲಿಕೆಗೆ ಸಾಹಿತ್ಯ ವಲಯ ಸಂತಾಪ ಸೂಚಿಸಿದೆ.: [347, 1986, 709, 2020]
school-holiday-headline: ಶಾಲೆಗಳಿಗೆ ಇಂದು ರಜೆ: [58, 2238, 284, 2273]
mukhanda-headline: ಮುಖಂಡ!: [853, 1665, 968, 1703]
masthead-divider: [79, 13, 82, 82]
paragraph: ಸರ್ಕಾರದ ಕ್ರಮವನ್ನು ಪ್ರಶ್ನಿಸಿ ಗಿರೀಶ್ ಭಾರದ್ವಾಜ್ ಎಂಬವರು ಸಾರ್ವಜನಿಕ ಹಿತಾಸಕ್ತಿ ಅರ್ಜಿ ಸಲ್ಲಿಸಿದ್ದರು. ಸಿಜೆ ಎನ್.ವಿ.ಅಂಜಾರಿಯಾ, ನ್ಯಾ.ಕೆ.ವಿ.ಅರವಿಂದ್ ಅವರಿದ್ದ ದ್ವಿಸದಸ್ಯ ಪೀಠ ಇಂದು ಸರ್ಕಾರದ ಆದೇಶವನ್ನು ರದ್ದುಗೊಳಿಸಿದೆ.: [1107, 579, 1291, 687]
lead-label: ಏನಿದು ಹುಬ್ಬಳ್ಳಿ ಪ್ರಕರಣ?:: [1303, 624, 1424, 639]
main-article-col23: [751, 568, 1097, 752]
govt-body-cols: [1107, 577, 1488, 989]
paragraph: ಇವರು ಅನುವಾದಿಸಿದ ಕಾಳಿದಾಸನ ಕೃತಿಗಳು ಕನ್ನಡ ಸಾಹಿತ್ಯ ಲೋಕದಲ್ಲಿ ಪ್ರಸಿದ್ಧವಾಗಿವೆ. ಹಲವು ಕವನ ಸಂಕಲನ, ವಿಮರ್ಶೆ, ಅನುವಾದ ಕೃತಿಗಳನ್ನು ರಚಿಸಿದ್ದಾರೆ.: [347, 1941, 709, 1975]
paragraph: ಹಲವೆಡೆ ಉತ್ತಮ ಮಳೆಯಾಗಿದ್ದು, ನದಿ ಪಾತ್ರದ ಗ್ರಾಮಗಳ ಜನರಲ್ಲಿ ಪ್ರವಾಹದ ಆತಂಕ ಮನೆಮಾಡಿದೆ.: [8, 1790, 334, 1824]
paragraph: ಸ್ಪಾ ಓನರ್ ನಿಶಾ, ಸ್ನೇಹಿತೆ ಕಾವ್ಯ, ಮೊಹಮ್ಮದ್ ಹಾಗೂ ಇತರಿಬ್ಬರ ಮೇಲೆ ದೂರು ದಾಖಲಾಗಿದೆ. ದಾಸರಹಳ್ಳಿ ಮುಖ್ಯರಸ್ತೆ ಜಕ್ಕೂರು ಕಡೆ ಕರೆದುಕೊಂಡು ಹೋಗಿ, ಡ್ರ್ಯಾಗನ್, ಬಿಯರ್ ನಿಂದ ಹಲ್ಲೆ ಮಾಡಿದ್ದಾರೆಂದು ಆರೋಪಿಸಿದ್ದಾರೆ. ಸಲೂನ್‌ಗೆ ಹಲ್ಲೆ ಮಾಡಿರುವ ದೃಶ್ಯಗಳನ್ನ ಸಂಜು ಪತ್ನಿ ಮೊಬೈಲ್ ನಲ್ಲಿ ಸಿಸಿಟಿವಿ ಸೆರೆ ಹಿಡಿದಿದ್ದಾರೆ.: [725, 1517, 1097, 1589]
rahim-case-accused-portrait: [1329, 1137, 1488, 1323]
paragraph: 10-15 ನಿಮಿಷಗಳ ಕಾಲ ಮನಸೋಇಚ್ಛೆ ಥಳಿಸಿ ಸಲೂನ್‌ನಿಂದ ಬಿಳಿ ಬಣ್ಣದ ಕಾರಿನಲ್ಲಿ ಎತ್ತಾಕ್ಕೊಂಡು ಕಿಡ್ನ್ಯಾಪ್ ಮಾಡಿದ್ದಾರೆ ಎಂದು ದಾಸರಹಳ್ಳಿ ಪೊಲೀಸ್ ಠಾಣೆಯಲ್ಲಿ ಸಂಜು ದೂರು ನೀಡಿದ್ದಾರೆ.: [725, 1454, 1097, 1506]
red-alert-headline: ರೆಡ್ ಅಲರ್ಟ್: [97, 1836, 245, 1871]
rahim-article: [1107, 981, 1488, 1387]
suicide-photo-row: [19, 1075, 321, 1261]
paragraph: ಪಾಕಿಸ್ತಾನಿ ಗುಪ್ತಚರ ಕಾರ್ಯಾಚರಣೆಗಳಿಗೆ ಸಹಾಯ ಮಾಡಿದ ಆರೋಪದ ಮೇಲೆ ಆತನನ್ನು ಬಂಧಿಸಲಾಗಿದೆ ಎಂದು ಅಧಿಕಾರಿ ಮೂಲಗಳಿಂದ ತಿಳಿದುಬಂದಿದೆ.: [347, 1598, 709, 1633]
section-label: ಪ್ರದೇಶ- ಸಮಾಚಾರ: [1150, 24, 1488, 89]
dcm-site-inspection-photo-2: [925, 277, 1097, 560]
lead-text: 2024ರ ಅವಧಿಯಲ್ಲಿ ಈತನ ಚಟುವಟಿಕೆಗಳ ಬಗ್ಗೆ ಗುಪ್ತಚರ ಇಲಾಖೆಗೆ ಸುಳಿವು ಸಿಕ್ಕಿತ್ತು. ಈ ಬೆನ್ನಲ್ಲೇ ಕಾರ್ಯಾಚರಣೆ ನಡೆಸಿ ಬಂಧಿಸಲಾಗಿದೆ.: [347, 1688, 709, 1723]
callout-dots: [932, 1167, 1089, 1168]
paragraph: ಶೀತ, ಕೆಮ್ಮು, ಜ್ವರ, ಮೈಕೈ ನೋವು ಇರುವವರಿಗೆ ಫಿವರ್ ಕ್ಲಿನಿಕಗಳಲ್ಲಿ ಚಿಕಿತ್ಸೆ ನೀಡಲು ವ್ಯವಸ್ಥೆ ಮಾಡಲಾಗಿದೆ. ಮಾಕ್ ಡ್ರಿಲ್ ಮಾಡಿಕೊಂಡು ಕೋವಿಡ್ ಎದುರಿಸಲು ಆಸ್ಪತ್ರೆಗಳಲ್ಲಿ ಸಿದ್ಧತೆ ಶುರು ಮಾಡಿಕೊಳ್ಳಲಾಗಿದೆ.: [347, 1783, 709, 1836]
